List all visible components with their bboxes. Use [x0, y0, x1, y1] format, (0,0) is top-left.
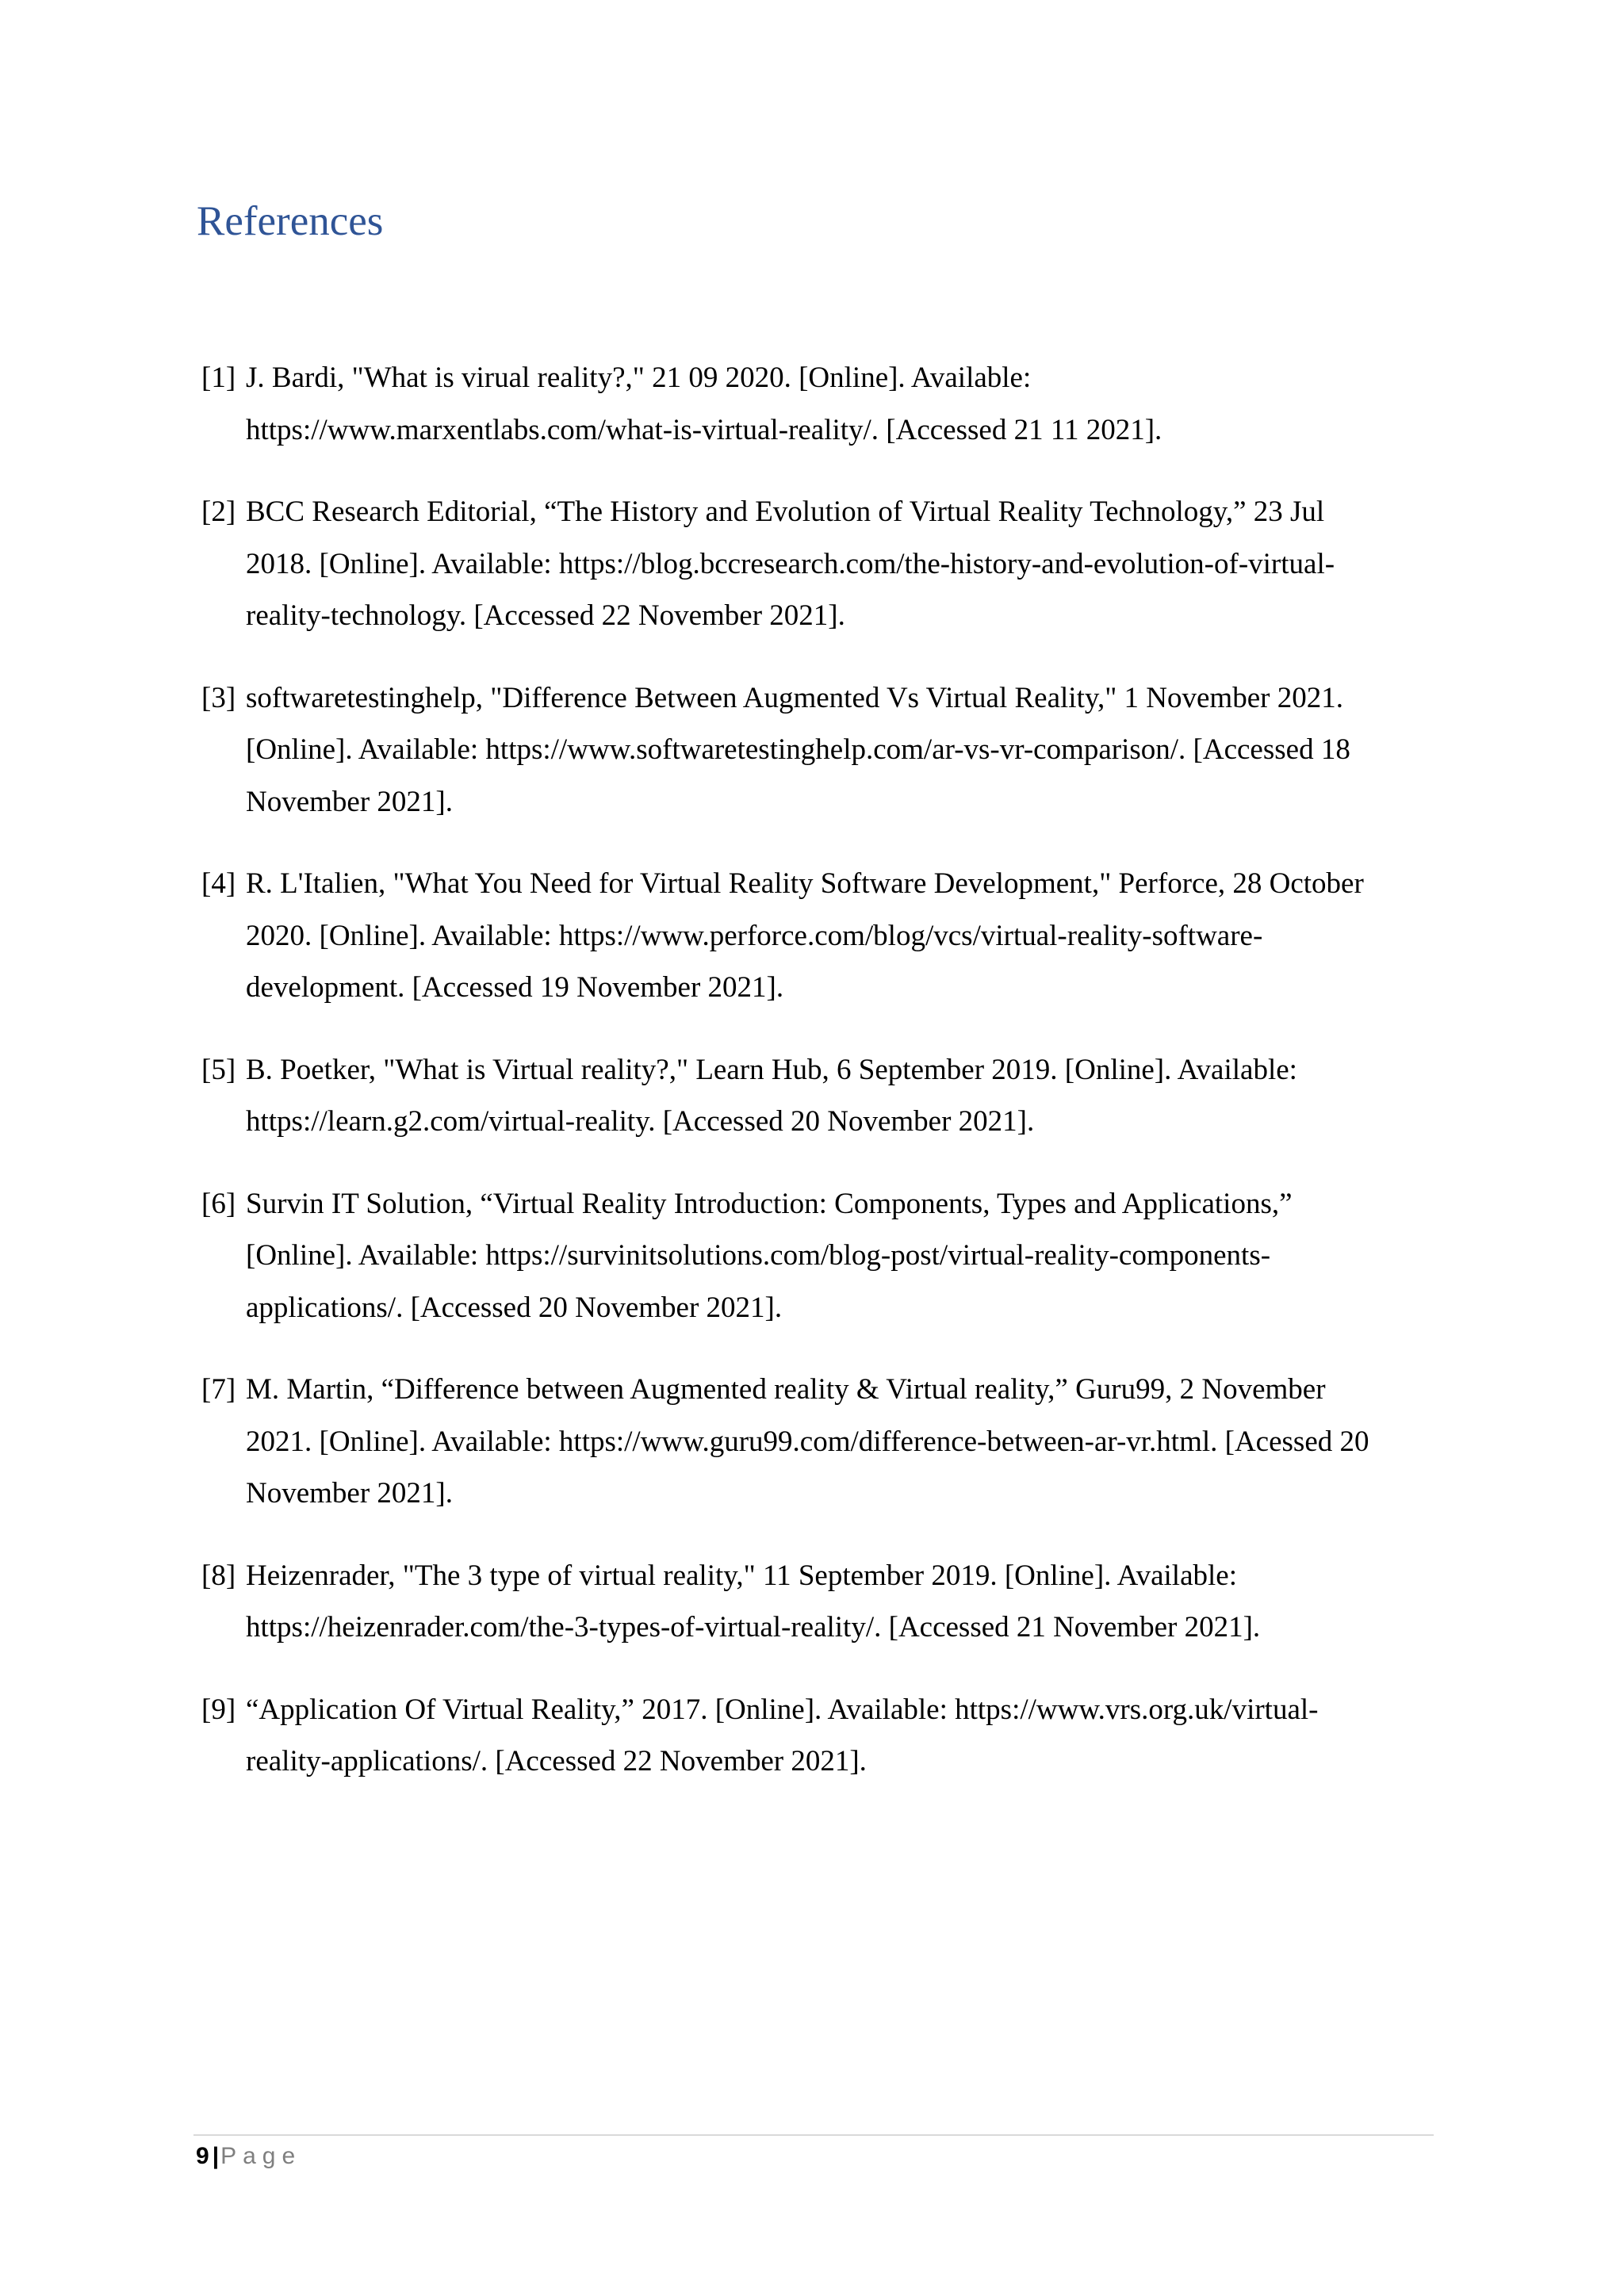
reference-entry [201, 486, 1438, 642]
page-footer [196, 2137, 301, 2175]
reference-line: 2021. [Online]. Available: https://www.guru99.com/difference-between-ar-vr.html. [Acessed 20 [246, 1425, 1369, 1458]
reference-entry [201, 1684, 1438, 1788]
reference-line: https://www.marxentlabs.com/what-is-virtual-reality/. [Accessed 21 11 2021]. [246, 413, 1162, 446]
footer-divider [193, 2134, 1434, 2136]
reference-line: November 2021]. [246, 785, 453, 818]
reference-line: B. Poetker, "What is Virtual reality?," Learn Hub, 6 September 2019. [Online]. Available: [246, 1053, 1297, 1086]
reference-entry [201, 858, 1438, 1014]
page-title: References [197, 198, 384, 244]
reference-entry [201, 1044, 1438, 1148]
reference-line: Heizenrader, "The 3 type of virtual reality," 11 September 2019. [Online]. Available: [246, 1559, 1237, 1592]
reference-line: M. Martin, “Difference between Augmented reality & Virtual reality,” Guru99, 2 November [246, 1373, 1326, 1406]
reference-number: [1] [201, 362, 236, 394]
reference-number: [9] [201, 1693, 236, 1726]
reference-entry [201, 672, 1438, 828]
reference-line: BCC Research Editorial, “The History and Evolution of Virtual Reality Technology,” 23 Jul [246, 496, 1325, 528]
reference-line: development. [Accessed 19 November 2021]. [246, 971, 784, 1004]
reference-line: softwaretestinghelp, "Difference Between Augmented Vs Virtual Reality," 1 November 2021. [246, 681, 1343, 714]
reference-line: https://heizenrader.com/the-3-types-of-virtual-reality/. [Accessed 21 November 2021]. [246, 1611, 1261, 1644]
page-label: Page [220, 2143, 302, 2169]
reference-entry [201, 1550, 1438, 1654]
reference-line: https://learn.g2.com/virtual-reality. [Accessed 20 November 2021]. [246, 1105, 1035, 1138]
reference-line: 2018. [Online]. Available: https://blog.bccresearch.com/the-history-and-evolution-of-virtual- [246, 547, 1335, 580]
reference-line: J. Bardi, "What is virual reality?," 21 09 2020. [Online]. Available: [246, 362, 1032, 394]
reference-line: reality-applications/. [Accessed 22 November 2021]. [246, 1745, 867, 1777]
reference-line: [Online]. Available: https://survinitsolutions.com/blog-post/virtual-reality-components- [246, 1239, 1271, 1272]
reference-number: [3] [201, 681, 236, 714]
reference-number: [2] [201, 496, 236, 528]
reference-number: [4] [201, 867, 236, 900]
reference-number: [8] [201, 1559, 236, 1592]
reference-number: [6] [201, 1187, 236, 1220]
reference-line: applications/. [Accessed 20 November 2021]. [246, 1291, 783, 1324]
page-number: 9 [196, 2143, 209, 2169]
reference-line: reality-technology. [Accessed 22 November 2021]. [246, 599, 845, 632]
reference-number: [7] [201, 1373, 236, 1406]
page-separator: | [212, 2143, 220, 2169]
reference-entry [201, 1178, 1438, 1334]
reference-entry [201, 352, 1438, 456]
reference-list [201, 352, 1438, 1818]
reference-line: November 2021]. [246, 1477, 453, 1510]
reference-line: R. L'Italien, "What You Need for Virtual Reality Software Development," Perforce, 28 October [246, 867, 1364, 900]
reference-number: [5] [201, 1053, 236, 1086]
reference-line: 2020. [Online]. Available: https://www.perforce.com/blog/vcs/virtual-reality-software- [246, 919, 1263, 952]
reference-line: Survin IT Solution, “Virtual Reality Introduction: Components, Types and Applications,” [246, 1187, 1293, 1220]
reference-entry [201, 1364, 1438, 1520]
reference-line: [Online]. Available: https://www.softwaretestinghelp.com/ar-vs-vr-comparison/. [Accessed 18 [246, 733, 1350, 766]
reference-line: “Application Of Virtual Reality,” 2017. [Online]. Available: https://www.vrs.org.uk/virtual- [246, 1693, 1319, 1726]
